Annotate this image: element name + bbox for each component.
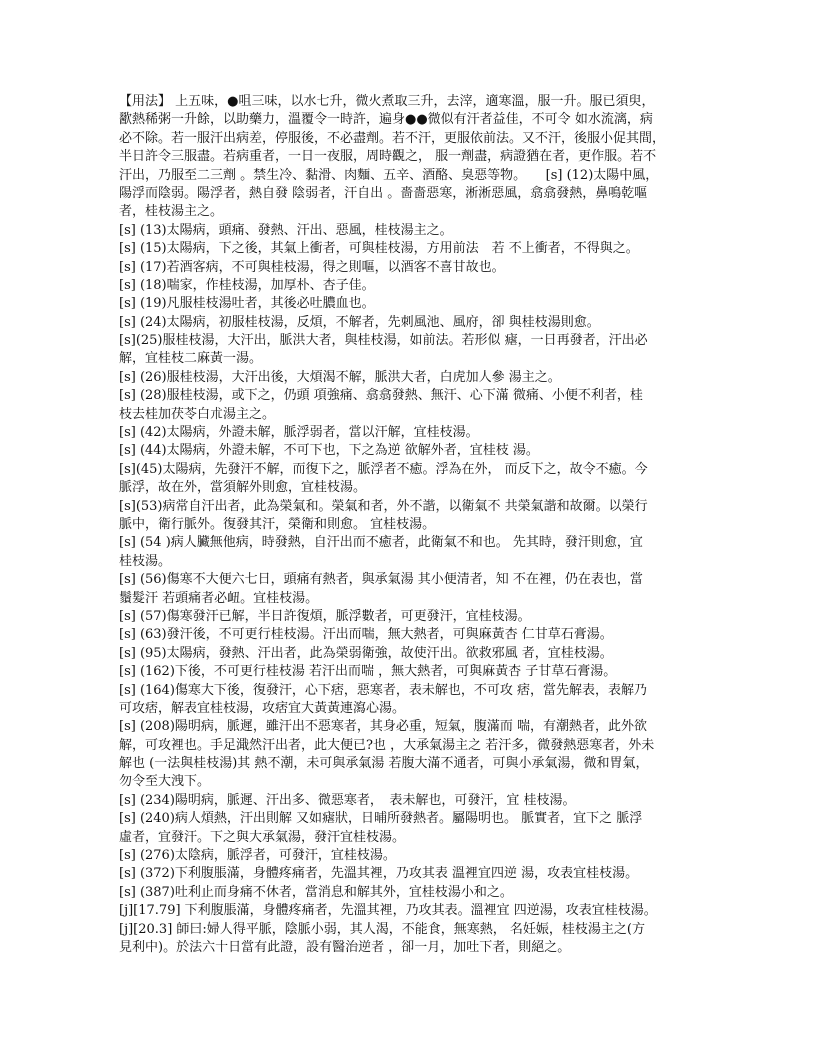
paragraph bbox=[119, 608, 709, 626]
text-line: [s] (44)太陽病，外證未解，不可下也，下之為逆 欲解外者，宜桂枝 湯。 bbox=[119, 443, 539, 459]
paragraph bbox=[119, 222, 709, 240]
text-line: 脈中，衛行脈外。復發其汗，榮衛和則愈。 宜桂枝湯。 bbox=[119, 516, 436, 532]
text-line: 陽浮而陰弱。陽浮者，熱自發 陰弱者，汗自出 。嗇嗇惡寒，淅淅惡風，翕翕發熱，鼻鳴乾嘔 bbox=[119, 185, 648, 201]
text-line: [s] (234)陽明病，脈遲、汗出多、微惡寒者， 表未解也，可發汗，宜 桂枝湯。 bbox=[119, 792, 576, 808]
text-line: 解也 (一法與桂枝湯)其 熱不潮，未可與承氣湯 若腹大滿不通者，可與小承氣湯，微和胃氣， bbox=[119, 756, 649, 772]
text-line: [j][20.3] 師曰:婦人得平脈，陰脈小弱，其人渴，不能食，無寒熱， 名妊娠，桂枝湯主之(方 bbox=[119, 921, 645, 937]
text-line: 必不除。若一服汗出病差，停服後，不必盡劑。若不汗，更服依前法。又不汗，後服小促其間， bbox=[119, 130, 666, 146]
paragraph bbox=[119, 792, 709, 810]
text-line: [s] (42)太陽病，外證未解，脈浮弱者，當以汗解，宜桂枝湯。 bbox=[119, 425, 479, 441]
text-line: [s] (15)太陽病，下之後，其氣上衝者，可與桂枝湯，方用前法 若 不上衝者，不得與之。 bbox=[119, 241, 639, 257]
text-line: 解，可攻裡也。手足濈然汗出者，此大便已?也 ，大承氣湯主之 若汗多，微發熱惡寒者，外未 bbox=[119, 737, 655, 753]
text-line: 解，宜桂枝二麻黃一湯。 bbox=[119, 351, 263, 367]
text-line: 枝去桂加茯苓白朮湯主之。 bbox=[119, 406, 276, 422]
paragraph bbox=[119, 387, 709, 424]
text-line: 鬚髮汗 若頭痛者必衄。宜桂枝湯。 bbox=[119, 590, 319, 606]
paragraph bbox=[119, 571, 709, 608]
text-line: 半日許令三服盡。若病重者，一日一夜服，周時觀之， 服一劑盡，病證猶在者，更作服。若不 bbox=[119, 149, 657, 165]
paragraph bbox=[119, 332, 709, 369]
text-line: [s] (162)下後，不可更行桂枝湯 若汗出而喘 ，無大熱者，可與麻黃杏 子甘草石膏湯。 bbox=[119, 664, 617, 680]
paragraph bbox=[119, 884, 709, 902]
text-line: [s] (63)發汗後，不可更行桂枝湯。汗出而喘，無大熱者，可與麻黃杏 仁甘草石膏湯。 bbox=[119, 627, 613, 643]
text-line: 桂枝湯。 bbox=[119, 553, 172, 569]
text-line: [s] (54 )病人臟無他病，時發熱，自汗出而不癒者，此衛氣不和也。 先其時，發汗則愈，宜 bbox=[119, 535, 643, 551]
text-line: 汗出，乃服至二三劑 。禁生冷、黏滑、肉麵、五辛、酒酪、臭惡等物。 [s] (12)太陽中風， bbox=[119, 167, 659, 183]
text-line: 勿令至大洩下。 bbox=[119, 774, 211, 790]
text-line: [s] (17)若酒客病，不可與桂枝湯，得之則嘔，以酒客不喜甘故也。 bbox=[119, 259, 505, 275]
text-line: 脈浮，故在外，當須解外則愈，宜桂枝湯。 bbox=[119, 480, 367, 496]
text-line: 可攻痞，解表宜桂枝湯，攻痞宜大黃黃連瀉心湯。 bbox=[119, 700, 406, 716]
text-line: 者，桂枝湯主之。 bbox=[119, 204, 224, 220]
text-line: [s] (24)太陽病，初服桂枝湯，反煩，不解者，先刺風池、風府，卻 與桂枝湯則愈。 bbox=[119, 314, 600, 330]
text-line: [s] (387)吐利止而身痛不休者，當消息和解其外，宜桂枝湯小和之。 bbox=[119, 884, 513, 900]
paragraph bbox=[119, 93, 709, 222]
text-line: 【用法】 上五味，●咀三味，以水七升，微火煮取三升，去滓，適寒溫，服一升。服已須臾， bbox=[119, 94, 655, 109]
paragraph bbox=[119, 847, 709, 865]
paragraph bbox=[119, 663, 709, 681]
paragraph bbox=[119, 259, 709, 277]
text-line: [s] (18)喘家，作桂枝湯，加厚朴、杏子佳。 bbox=[119, 277, 375, 293]
text-line: [s] (240)病人煩熱，汗出則解 又如瘧狀，日晡所發熱者。屬陽明也。 脈實者，宜下之 脈浮 bbox=[119, 811, 643, 827]
text-line: [s](53)病常自汗出者，此為榮氣和。榮氣和者，外不諧，以衛氣不 共榮氣諧和故爾。以榮行 bbox=[119, 498, 648, 514]
paragraph bbox=[119, 442, 709, 460]
text-line: [j][17.79] 下利腹脹滿，身體疼痛者，先溫其裡，乃攻其表。溫裡宜 四逆湯，攻表宜桂枝湯。 bbox=[119, 903, 657, 919]
paragraph bbox=[119, 645, 709, 663]
document-page bbox=[119, 93, 709, 957]
paragraph bbox=[119, 865, 709, 883]
text-line: [s] (372)下利腹脹滿，身體疼痛者，先溫其裡，乃攻其表 溫裡宜四逆 湯，攻表宜桂枝湯。 bbox=[119, 866, 639, 882]
paragraph bbox=[119, 682, 709, 719]
text-line: [s] (57)傷寒發汗已解，半日許復煩，脈浮數者，可更發汗，宜桂枝湯。 bbox=[119, 608, 531, 624]
text-line: 見利中)。於法六十日當有此證，設有醫治逆者 ，卻一月，加吐下者，則絕之。 bbox=[119, 939, 571, 955]
paragraph bbox=[119, 314, 709, 332]
text-line: [s] (28)服桂枝湯，或下之，仍頭 項強痛、翕翕發熱、無汗、心下滿 微痛、小便不利者，桂 bbox=[119, 388, 643, 404]
paragraph bbox=[119, 240, 709, 258]
text-line: [s] (56)傷寒不大便六七日，頭痛有熱者，與承氣湯 其小便清者，知 不在裡，仍在表也，當 bbox=[119, 572, 643, 588]
text-line: [s] (164)傷寒大下後，復發汗，心下痞，惡寒者，表未解也，不可攻 痞，當先解表，表解乃 bbox=[119, 682, 648, 698]
paragraph bbox=[119, 921, 709, 958]
text-line: [s] (19)凡服桂枝湯吐者，其後必吐膿血也。 bbox=[119, 296, 375, 312]
paragraph bbox=[119, 277, 709, 295]
text-line: [s] (208)陽明病，脈遲，雖汗出不惡寒者，其身必重，短氣，腹滿而 喘，有潮熱者，此外欲 bbox=[119, 719, 648, 735]
text-line: [s](45)太陽病，先發汗不解，而復下之，脈浮者不癒。浮為在外， 而反下之，故令不癒。今 bbox=[119, 461, 648, 477]
paragraph bbox=[119, 461, 709, 498]
paragraph bbox=[119, 902, 709, 920]
text-line: 虛者，宜發汗。下之與大承氣湯，發汗宜桂枝湯。 bbox=[119, 829, 406, 845]
text-line: 歠熱稀粥一升餘，以助藥力，溫覆令一時許，遍身●●微似有汗者益佳，不可令 如水流漓，病 bbox=[119, 112, 653, 128]
text-line: [s] (276)太陰病，脈浮者，可發汗，宜桂枝湯。 bbox=[119, 848, 396, 864]
paragraph bbox=[119, 718, 709, 792]
paragraph bbox=[119, 498, 709, 535]
paragraph bbox=[119, 626, 709, 644]
text-line: [s](25)服桂枝湯，大汗出，脈洪大者，與桂枝湯，如前法。若形似 瘧，一日再發者，汗出必 bbox=[119, 333, 648, 349]
paragraph bbox=[119, 424, 709, 442]
paragraph bbox=[119, 534, 709, 571]
paragraph bbox=[119, 810, 709, 847]
text-line: [s] (95)太陽病，發熱、汗出者，此為榮弱衛強，故使汗出。欲救邪風 者，宜桂枝湯。 bbox=[119, 645, 613, 661]
text-line: [s] (26)服桂枝湯，大汗出後，大煩渴不解，脈洪大者，白虎加人參 湯主之。 bbox=[119, 369, 561, 385]
paragraph bbox=[119, 369, 709, 387]
text-line: [s] (13)太陽病，頭痛、發熱、汗出、惡風，桂枝湯主之。 bbox=[119, 222, 453, 238]
paragraph bbox=[119, 295, 709, 313]
